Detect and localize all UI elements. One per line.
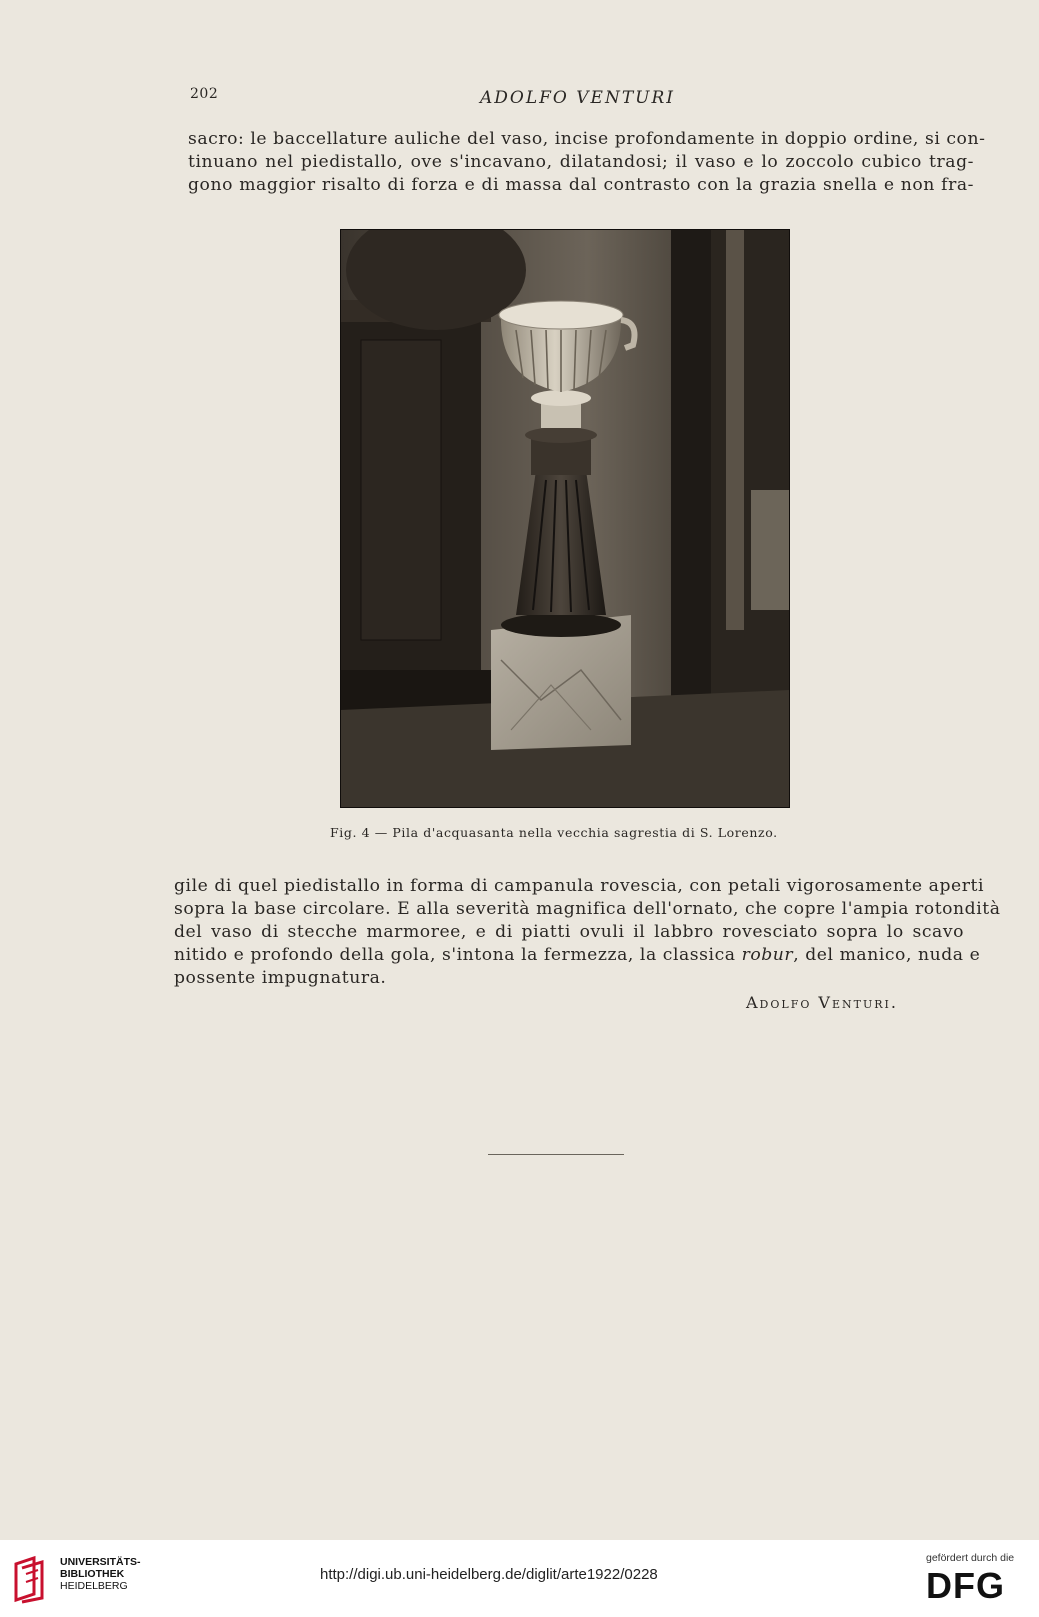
running-title: ADOLFO VENTURI (480, 88, 676, 108)
funder-tagline: gefördert durch die (926, 1552, 1015, 1564)
university-library-logo-icon[interactable] (12, 1554, 52, 1608)
text-line: del vaso di stecche marmoree, e di piatti ovuli il labbro rovesciato sopra lo scavo (174, 922, 964, 942)
library-line: HEIDELBERG (60, 1580, 128, 1592)
text-line: sopra la base circolare. E alla severità magnifica dell'ornato, che copre l'ampia rotondità (174, 899, 1001, 919)
library-line: BIBLIOTHEK (60, 1568, 125, 1580)
page-number: 202 (190, 86, 219, 102)
text-line: tinuano nel piedistallo, ove s'incavano, dilatandosi; il vaso e lo zoccolo cubico trag- (188, 152, 974, 172)
viewer-footer (0, 1540, 1039, 1617)
author-signature: Adolfo Venturi. (746, 993, 898, 1012)
text-line: gono maggior risalto di forza e di massa dal contrasto con la grazia snella e non fra- (188, 175, 974, 195)
italic-word: robur (741, 945, 794, 965)
text-line: possente impugnatura. (174, 968, 387, 988)
library-name[interactable] (60, 1556, 141, 1592)
end-rule (488, 1154, 624, 1155)
holy-water-font-photo (341, 230, 789, 807)
dfg-logo[interactable]: DFG (926, 1565, 1005, 1606)
text-line: gile di quel piedistallo in forma di campanula rovescia, con petali vigorosamente aperti (174, 876, 985, 896)
paragraph-top (188, 128, 986, 197)
paragraph-bottom (174, 875, 1001, 990)
text-line: sacro: le baccellature auliche del vaso, incise profondamente in doppio ordine, si con- (188, 129, 986, 149)
figure-caption: Fig. 4 — Pila d'acquasanta nella vecchia sagrestia di S. Lorenzo. (330, 825, 778, 840)
figure-photograph (340, 229, 790, 808)
permalink-url[interactable]: http://digi.ub.uni-heidelberg.de/diglit/arte1922/0228 (320, 1566, 658, 1583)
text-segment: , del manico, nuda e (793, 945, 981, 965)
library-line: UNIVERSITÄTS- (60, 1556, 141, 1568)
text-segment: nitido e profondo della gola, s'intona la fermezza, la classica (174, 945, 736, 965)
text-line (174, 944, 981, 967)
